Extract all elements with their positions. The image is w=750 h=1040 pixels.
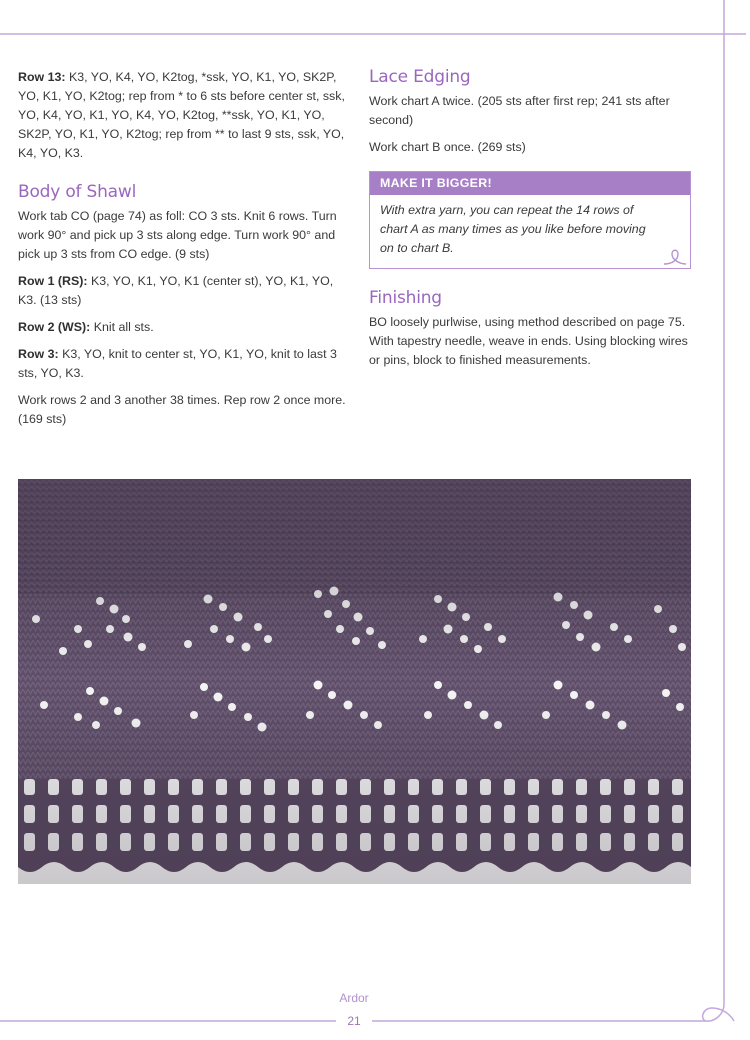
lace-edging-heading: Lace Edging [369, 67, 471, 87]
footer-pattern-name: Ardor [339, 991, 369, 1005]
curl-ornament-icon [662, 246, 688, 266]
finishing-heading: Finishing [369, 288, 442, 308]
repeat-instruction: Work rows 2 and 3 another 38 times. Rep row 2 once more. (169 sts) [18, 393, 346, 426]
left-column [18, 68, 348, 437]
make-it-bigger-sidebar [369, 171, 691, 269]
lace-edging-p1: Work chart A twice. (205 sts after first rep; 241 sts after second) [369, 94, 670, 127]
row-1-instruction [18, 272, 348, 310]
row-2-instruction [18, 318, 348, 337]
row-13-label: Row 13: [18, 70, 66, 84]
row-13-text: K3, YO, K4, YO, K2tog, *ssk, YO, K1, YO, SK2P, YO, K1, YO, K2tog; rep from * to 6 sts before center st, ssk, YO, K4, YO, K1, YO, K4, YO, K2tog, **ssk, YO, K1, YO, SK2P, YO, K1, YO, K2tog; rep from ** to last 9 sts, ssk, YO, K4, YO, K3. [18, 70, 345, 160]
row-1-label: Row 1 (RS): [18, 274, 88, 288]
row-2-label: Row 2 (WS): [18, 320, 91, 334]
row-3-instruction [18, 345, 348, 383]
lace-edging-p2: Work chart B once. (269 sts) [369, 140, 526, 154]
sidebar-text: With extra yarn, you can repeat the 14 rows of chart A as many times as you like before moving on to chart B. [380, 203, 646, 255]
right-column [369, 68, 694, 378]
row-3-text: K3, YO, knit to center st, YO, K1, YO, knit to last 3 sts, YO, K3. [18, 347, 337, 380]
lace-shawl-photo [18, 479, 691, 884]
body-intro: Work tab CO (page 74) as foll: CO 3 sts. Knit 6 rows. Turn work 90° and pick up 3 sts along edge. Turn work 90° and pick up 3 sts from CO edge. (9 sts) [18, 209, 337, 261]
row-2-text: Knit all sts. [90, 320, 154, 334]
row-13-instruction [18, 68, 348, 163]
sidebar-title: MAKE IT BIGGER! [370, 172, 690, 195]
row-1-text: K3, YO, K1, YO, K1 (center st), YO, K1, YO, K3. (13 sts) [18, 274, 334, 307]
finishing-text: BO loosely purlwise, using method described on page 75. With tapestry needle, weave in ends. Using blocking wires or pins, block to finished measurements. [369, 315, 688, 367]
page-number: 21 [347, 1014, 361, 1028]
body-of-shawl-heading: Body of Shawl [18, 182, 137, 202]
row-3-label: Row 3: [18, 347, 59, 361]
